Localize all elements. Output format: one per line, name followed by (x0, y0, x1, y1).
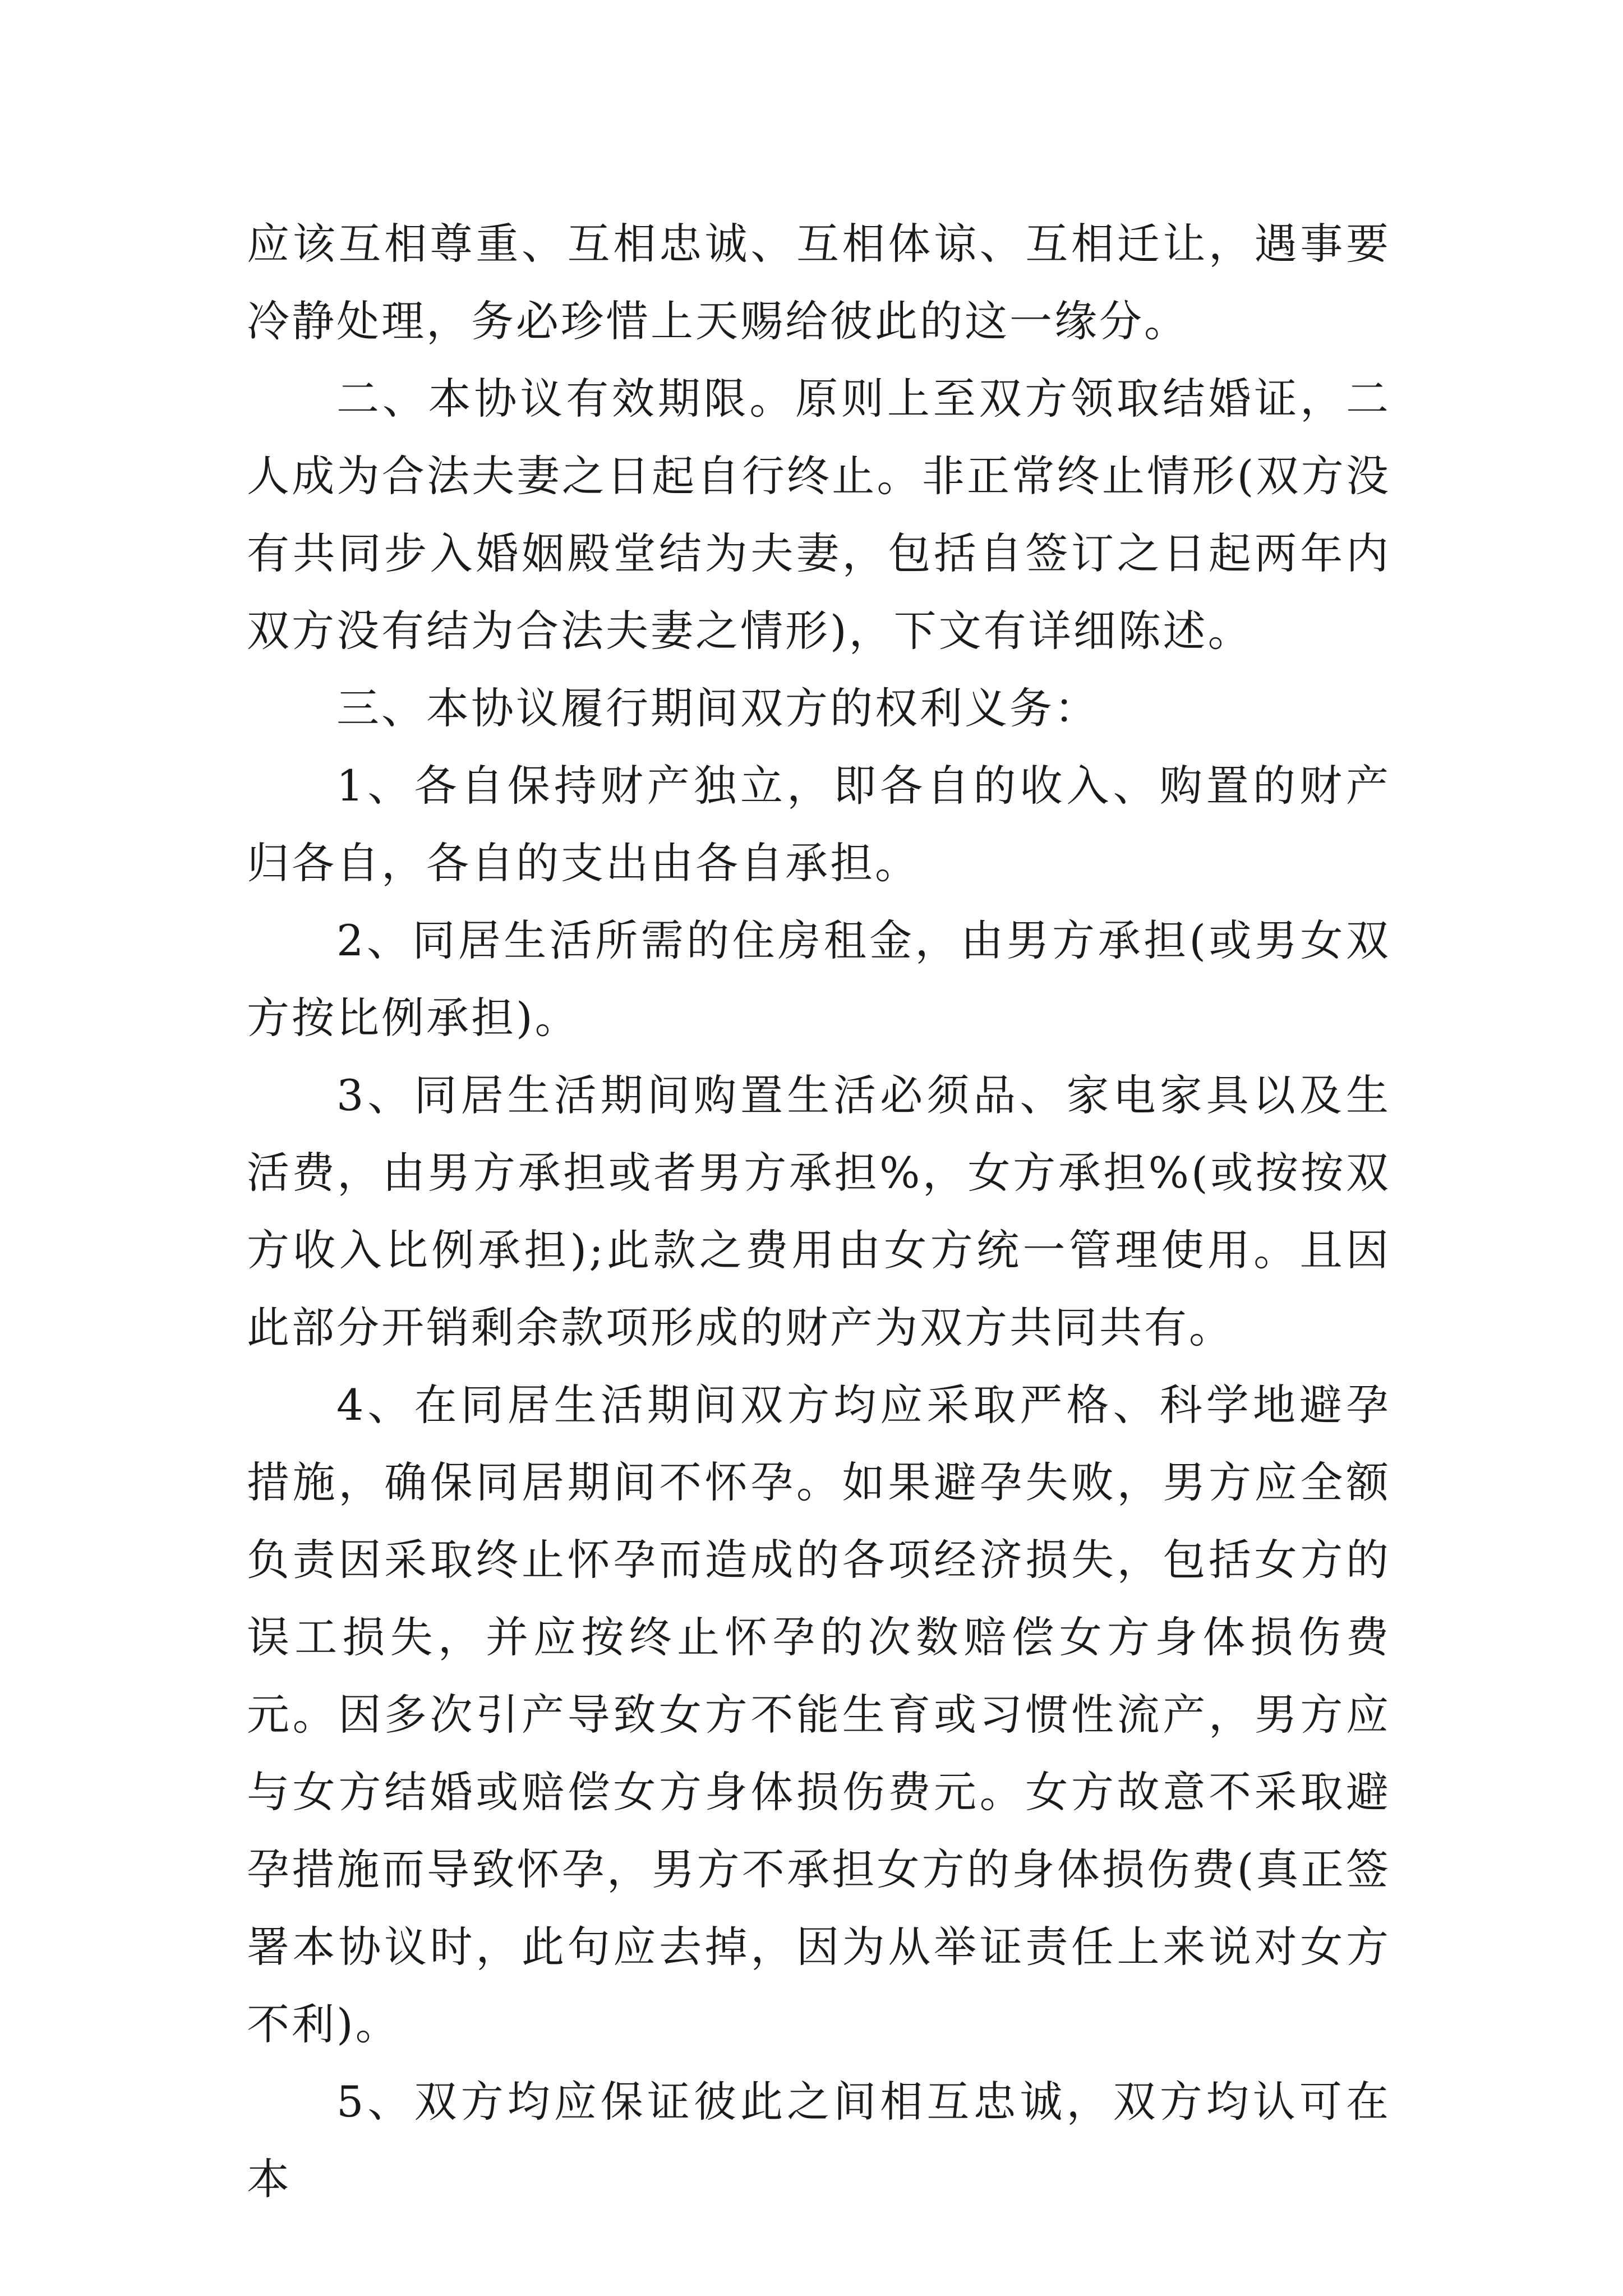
paragraph-item-4: 4、在同居生活期间双方均应采取严格、科学地避孕措施，确保同居期间不怀孕。如果避孕失败，男方应全额负责因采取终止怀孕而造成的各项经济损失，包括女方的误工损失，并应按终止怀孕的次数赔偿女方身体损伤费元。因多次引产导致女方不能生育或习惯性流产，男方应与女方结婚或赔偿女方身体损伤费元。女方故意不采取避孕措施而导致怀孕，男方不承担女方的身体损伤费(真正签署本协议时，此句应去掉，因为从举证责任上来说对女方不利)。 (247, 1380, 1391, 2049)
paragraph-continuation: 应该互相尊重、互相忠诚、互相体谅、互相迁让，遇事要冷静处理，务必珍惜上天赐给彼此的这一缘分。 (247, 219, 1391, 346)
paragraph-item-3: 3、同居生活期间购置生活必须品、家电家具以及生活费，由男方承担或者男方承担%，女方承担%(或按按双方收入比例承担);此款之费用由女方统一管理使用。且因此部分开销剩余款项形成的财产为双方共同共有。 (247, 1070, 1391, 1352)
paragraph-item-2: 2、同居生活所需的住房租金，由男方承担(或男女双方按比例承担)。 (247, 915, 1391, 1043)
paragraph-clause-2-validity: 二、本协议有效期限。原则上至双方领取结婚证，二人成为合法夫妻之日起自行终止。非正常终止情形(双方没有共同步入婚姻殿堂结为夫妻，包括自签订之日起两年内双方没有结为合法夫妻之情形)，下文有详细陈述。 (247, 374, 1391, 656)
paragraph-clause-3-heading: 三、本协议履行期间双方的权利义务： (336, 683, 1099, 733)
paragraph-item-5: 5、双方均应保证彼此之间相互忠诚，双方均认可在本 (247, 2077, 1391, 2204)
paragraph-item-1: 1、各自保持财产独立，即各自的收入、购置的财产归各自，各自的支出由各自承担。 (247, 761, 1391, 888)
document-body (247, 205, 1391, 2218)
